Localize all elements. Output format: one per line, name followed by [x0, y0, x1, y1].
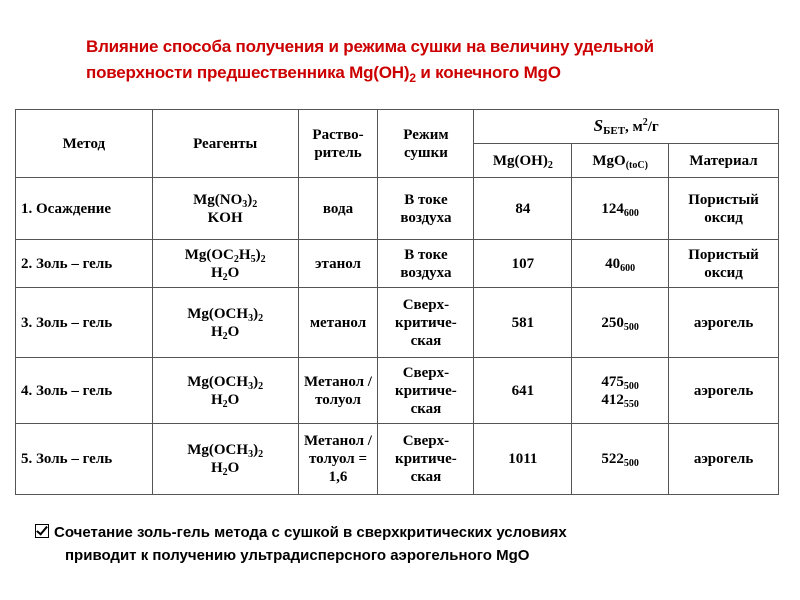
header-reagents: Реагенты [152, 110, 298, 178]
row-mgo: $522_{500}$ [572, 424, 669, 495]
title-line-2-text: поверхности предшественника Mg(OH) [86, 63, 410, 82]
header-solvent [298, 110, 378, 178]
header-material: Материал [669, 144, 779, 178]
row-solvent: этанол [298, 240, 378, 288]
note-line-2: приводит к получению ультрадисперсного аэрогельного MgO [65, 547, 530, 564]
row-material: Пористый оксид [669, 240, 779, 288]
table-row [16, 358, 779, 424]
header-s-bet: $S_{БЕТ}$, $м^2/г$ [474, 110, 779, 144]
row-mgo: $250_{500}$ [572, 288, 669, 358]
header-drying-text: Режим сушки [403, 126, 449, 161]
header-drying [378, 110, 474, 178]
row-solvent: Метанол / толуол [298, 358, 378, 424]
row-mgoh2: 581 [474, 288, 572, 358]
row-mgoh2: 84 [474, 178, 572, 240]
row-method: 2. Золь – гель [16, 240, 153, 288]
title-line-2-end: и конечного MgO [415, 63, 561, 82]
row-drying: Сверх-критиче-ская [378, 288, 474, 358]
title-line-2 [86, 60, 766, 86]
table-row [16, 424, 779, 495]
row-solvent: Метанол /толуол = 1,6 [298, 424, 378, 495]
row-reagents: $Mg(OC_2H_5)_2$ $H_2O$ [152, 240, 298, 288]
s-bet-symbol: $S_{БЕТ}$ [593, 116, 626, 137]
row-material: аэрогель [669, 424, 779, 495]
row-solvent: метанол [298, 288, 378, 358]
row-method: 1. Осаждение [16, 178, 153, 240]
s-bet-unit: , м [625, 119, 643, 135]
conclusion-note [35, 521, 755, 567]
row-method: 4. Золь – гель [16, 358, 153, 424]
row-drying: Сверх-критиче-ская [378, 424, 474, 495]
table-row [16, 240, 779, 288]
table-row [16, 178, 779, 240]
header-solvent-text: Раство-ритель [312, 126, 364, 161]
row-method: 5. Золь – гель [16, 424, 153, 495]
row-drying: В токе воздуха [378, 240, 474, 288]
slide-title [86, 34, 766, 86]
title-subscript: 2 [409, 71, 416, 85]
row-material: аэрогель [669, 358, 779, 424]
title-line-1: Влияние способа получения и режима сушки на величину удельной [86, 37, 654, 56]
row-mgo: $124_{600}$ [572, 178, 669, 240]
row-mgo: $40_{600}$ [572, 240, 669, 288]
row-reagents: $Mg(NO_3)_2$ KOH [152, 178, 298, 240]
row-material: Пористый оксид [669, 178, 779, 240]
header-method: Метод [16, 110, 153, 178]
row-mgo: $475_{500}$ $412_{550}$ [572, 358, 669, 424]
row-mgoh2: 1011 [474, 424, 572, 495]
header-row-1 [16, 110, 779, 144]
row-material: аэрогель [669, 288, 779, 358]
row-reagents: $Mg(OCH_3)_2$ $H_2O$ [152, 288, 298, 358]
row-drying: Сверх-критиче-ская [378, 358, 474, 424]
row-reagents: $Mg(OCH_3)_2$ $H_2O$ [152, 424, 298, 495]
header-mgoh2: $Mg(OH)_2$ [474, 144, 572, 178]
note-line-1: Сочетание золь-гель метода с сушкой в сверхкритических условиях [54, 524, 567, 541]
header-mgo: MgO$_{(toC)}$ [572, 144, 669, 178]
row-solvent: вода [298, 178, 378, 240]
checkbox-icon [35, 524, 49, 538]
row-mgoh2: 107 [474, 240, 572, 288]
row-mgoh2: 641 [474, 358, 572, 424]
row-reagents: $Mg(OCH_3)_2$ $H_2O$ [152, 358, 298, 424]
row-method: 3. Золь – гель [16, 288, 153, 358]
table-row [16, 288, 779, 358]
row-drying: В токе воздуха [378, 178, 474, 240]
surface-area-table [15, 109, 779, 495]
